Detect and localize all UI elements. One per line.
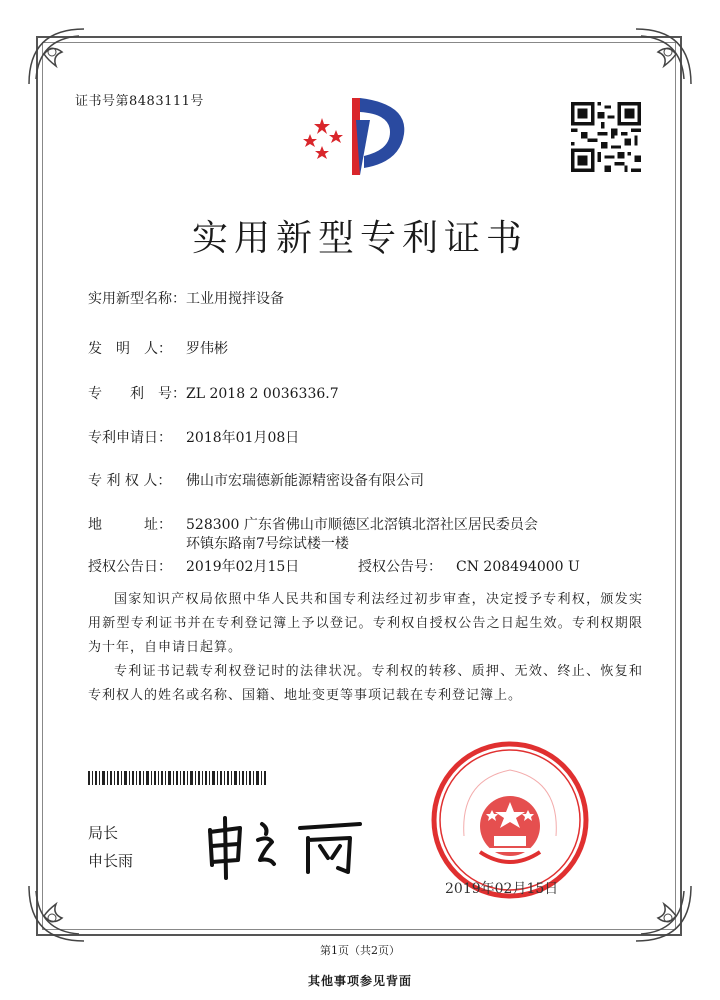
utility-model-name: 工业用搅拌设备 [186,291,284,307]
inventor-row [88,338,228,358]
filing-date-row [88,427,299,447]
address-row [88,514,538,534]
field-label: 授权公告日： [88,559,172,575]
field-label: 发 明 人： [88,341,172,357]
field-label: 授权公告号： [358,559,442,575]
field-label: 实用新型名称： [88,291,186,307]
field-label: 专利申请日： [88,430,172,446]
footer-note: 其他事项参见背面 [307,974,412,988]
page-number: 第1页（共2页） [320,944,400,957]
filing-date: 2018年01月08日 [186,430,300,446]
barcode-icon [88,770,268,784]
seal-date: 2019年02月15日 [445,881,559,897]
certificate-number: 证书号第8483111号 [75,94,204,109]
certificate-title: 实用新型专利证书 [191,218,528,259]
address-line-2-row [186,533,349,553]
grant-statement-paragraph: 国家知识产权局依照中华人民共和国专利法经过初步审查，决定授予专利权，颁发实用新型专利证书并在专利登记簿上予以登记。专利权自授权公告之日起生效。专利权期限为十年，自申请日起算。 [88,592,643,655]
patentee-row [88,470,424,490]
patentee-name: 佛山市宏瑞德新能源精密设备有限公司 [186,473,424,489]
grant-date-row [88,556,299,576]
corner-ornament-icon [626,24,696,94]
address-line-1: 528300 广东省佛山市顺德区北滘镇北滘社区居民委员会 [186,517,538,533]
field-label: 专 利 号： [88,386,186,402]
corner-ornament-icon [24,876,94,946]
address-line-2: 环镇东路南7号综试楼一楼 [186,536,349,552]
patent-office-logo-icon [300,90,415,180]
utility-model-name-row [88,288,284,308]
signature-icon [200,810,370,880]
corner-ornament-icon [24,24,94,94]
patent-number: ZL 2018 2 0036336.7 [186,386,339,402]
corner-ornament-icon [626,876,696,946]
field-label: 专 利 权 人： [88,473,172,489]
official-seal-icon [430,740,590,900]
official-name: 申长雨 [88,852,134,870]
patent-number-row [88,383,339,403]
inventor-name: 罗伟彬 [186,341,228,357]
grant-date: 2019年02月15日 [186,559,300,575]
field-label: 地 址： [88,517,172,533]
legal-status-paragraph: 专利证书记载专利权登记时的法律状况。专利权的转移、质押、无效、终止、恢复和专利权人的姓名或名称、国籍、地址变更等事项记载在专利登记簿上。 [88,664,643,703]
grant-number-row [358,556,580,576]
official-title: 局长 [88,824,119,842]
grant-number: CN 208494000 U [456,559,580,575]
qr-code-icon [571,102,641,172]
